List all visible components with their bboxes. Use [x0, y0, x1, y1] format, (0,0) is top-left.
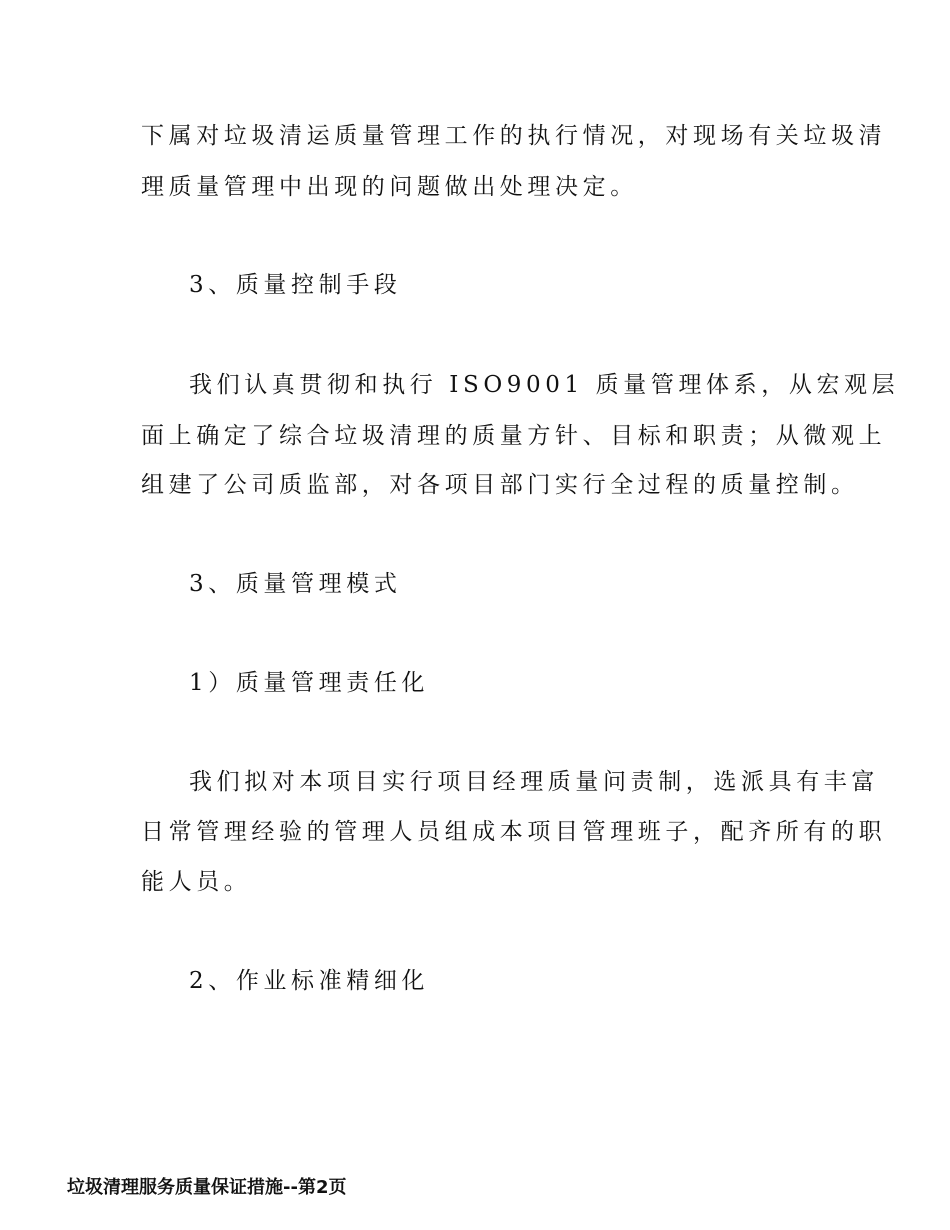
paragraph-line: 理质量管理中出现的问题做出处理决定。 [141, 174, 638, 200]
paragraph-line: 日常管理经验的管理人员组成本项目管理班子，配齐所有的职 [141, 819, 887, 845]
section-heading: 3、质量管理模式 [189, 571, 402, 597]
section-heading: 2、作业标准精细化 [189, 968, 430, 994]
section-heading: 3、质量控制手段 [189, 272, 402, 298]
subsection-heading: 1）质量管理责任化 [189, 670, 430, 696]
paragraph-line: 我们拟对本项目实行项目经理质量问责制，选派具有丰富 [189, 769, 879, 795]
page-footer: 垃圾清理服务质量保证措施--第2页 [67, 1177, 347, 1198]
paragraph-line: 我们认真贯彻和执行 ISO9001 质量管理体系，从宏观层 [189, 372, 900, 398]
paragraph-line: 下属对垃圾清运质量管理工作的执行情况，对现场有关垃圾清 [141, 123, 887, 149]
paragraph-line: 能人员。 [141, 869, 252, 895]
paragraph-line: 面上确定了综合垃圾清理的质量方针、目标和职责；从微观上 [141, 423, 887, 449]
paragraph-line: 组建了公司质监部，对各项目部门实行全过程的质量控制。 [141, 472, 859, 498]
